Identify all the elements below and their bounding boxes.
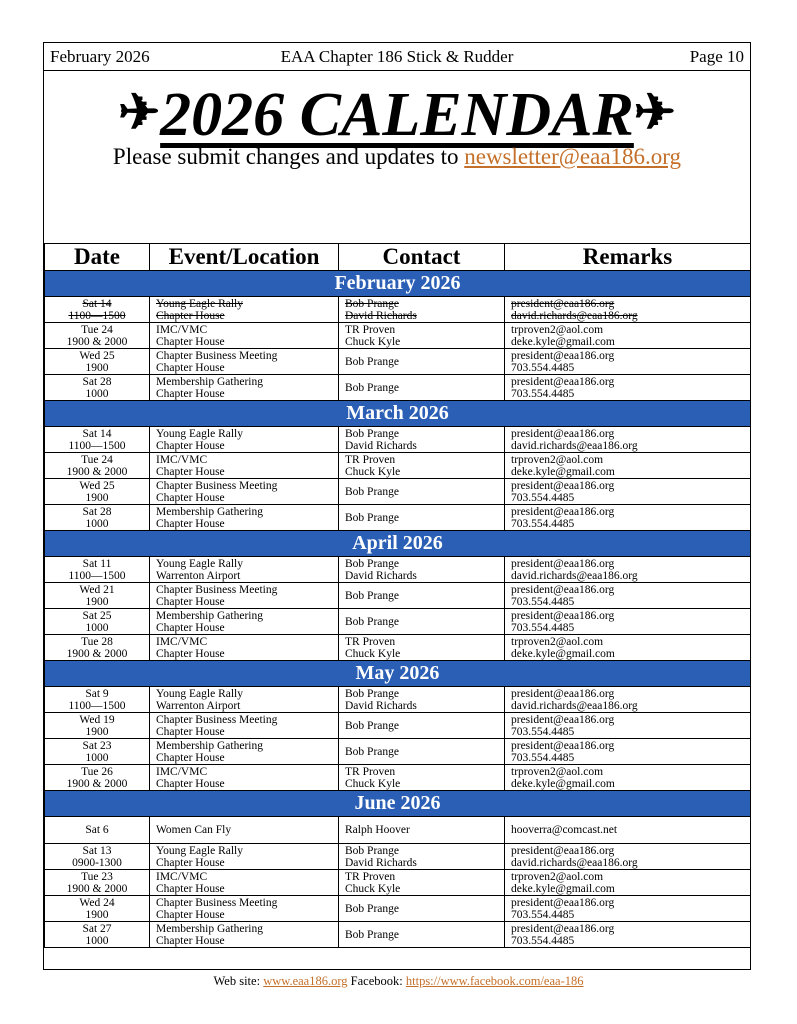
contact-cell bbox=[339, 896, 505, 922]
contact-cell-line: Bob Prange bbox=[345, 589, 399, 602]
contact-cell-line: Bob Prange bbox=[345, 719, 399, 732]
event-cell-line: Women Can Fly bbox=[156, 824, 232, 836]
remarks-cell-line: president@eaa186.org bbox=[511, 844, 615, 857]
event-cell-line: Young Eagle Rally bbox=[156, 297, 243, 310]
contact-cell-line: TR Proven bbox=[345, 453, 396, 466]
event-cell-line: Chapter House bbox=[156, 908, 225, 921]
website-link[interactable]: www.eaa186.org bbox=[263, 974, 348, 988]
remarks-cell-line: 703.554.4485 bbox=[511, 934, 575, 947]
date-cell bbox=[45, 583, 150, 609]
remarks-cell-line: 703.554.4485 bbox=[511, 387, 575, 400]
remarks-cell-line: deke.kyle@gmail.com bbox=[511, 465, 615, 478]
date-cell-line: 1900 bbox=[85, 361, 109, 374]
remarks-cell-line: deke.kyle@gmail.com bbox=[511, 882, 615, 895]
subtitle-text: Please submit changes and updates to bbox=[112, 144, 465, 169]
date-cell-line: 1900 & 2000 bbox=[66, 647, 128, 660]
contact-cell-line: Bob Prange bbox=[345, 427, 399, 440]
column-header-remarks: Remarks bbox=[505, 244, 751, 271]
event-cell bbox=[150, 583, 339, 609]
contact-cell-line: Chuck Kyle bbox=[345, 335, 401, 348]
facebook-label: Facebook: bbox=[347, 974, 406, 988]
date-cell bbox=[45, 870, 150, 896]
remarks-cell-line: david.richards@eaa186.org bbox=[511, 439, 638, 452]
event-cell-line: Warrenton Airport bbox=[156, 699, 241, 712]
remarks-cell-line: david.richards@eaa186.org bbox=[511, 309, 638, 322]
remarks-cell-line: trproven2@aol.com bbox=[511, 635, 604, 648]
newsletter-email-link[interactable]: newsletter@eaa186.org bbox=[464, 144, 682, 169]
date-cell-line: 1900 & 2000 bbox=[66, 465, 128, 478]
remarks-cell-line: david.richards@eaa186.org bbox=[511, 569, 638, 582]
remarks-cell bbox=[505, 583, 751, 609]
contact-cell bbox=[339, 323, 505, 349]
contact-cell bbox=[339, 870, 505, 896]
event-cell-line: Chapter House bbox=[156, 361, 225, 374]
contact-cell bbox=[339, 844, 505, 870]
event-cell bbox=[150, 427, 339, 453]
contact-cell bbox=[339, 479, 505, 505]
date-cell-line: Sat 23 bbox=[82, 739, 112, 752]
date-cell-line: Wed 19 bbox=[79, 713, 115, 726]
date-cell bbox=[45, 922, 150, 948]
event-row bbox=[45, 505, 751, 531]
event-cell bbox=[150, 375, 339, 401]
event-cell-line: IMC/VMC bbox=[156, 765, 208, 778]
remarks-cell-line: 703.554.4485 bbox=[511, 751, 575, 764]
event-row bbox=[45, 739, 751, 765]
date-cell-line: 1900 bbox=[85, 595, 109, 608]
date-cell-line: 1900 bbox=[85, 908, 109, 921]
contact-cell-line: Ralph Hoover bbox=[345, 824, 410, 836]
date-cell-line: Sat 14 bbox=[82, 297, 112, 310]
event-cell-line: Chapter Business Meeting bbox=[156, 479, 278, 492]
date-cell bbox=[45, 349, 150, 375]
event-cell-line: Membership Gathering bbox=[156, 609, 263, 622]
remarks-cell bbox=[505, 844, 751, 870]
date-cell bbox=[45, 479, 150, 505]
date-cell bbox=[45, 609, 150, 635]
remarks-cell-line: president@eaa186.org bbox=[511, 505, 615, 518]
newsletter-page bbox=[43, 42, 751, 970]
date-cell-line: 1900 & 2000 bbox=[66, 882, 128, 895]
event-cell-line: Chapter House bbox=[156, 751, 225, 764]
date-cell bbox=[45, 817, 150, 844]
remarks-cell-line: trproven2@aol.com bbox=[511, 765, 604, 778]
remarks-cell bbox=[505, 323, 751, 349]
event-cell-line: Membership Gathering bbox=[156, 375, 263, 388]
event-cell-line: Chapter House bbox=[156, 439, 225, 452]
month-header-row bbox=[45, 531, 751, 557]
event-row-cancelled bbox=[45, 297, 751, 323]
remarks-cell-line: 703.554.4485 bbox=[511, 491, 575, 504]
contact-cell bbox=[339, 427, 505, 453]
remarks-cell bbox=[505, 349, 751, 375]
contact-cell bbox=[339, 505, 505, 531]
remarks-cell-line: trproven2@aol.com bbox=[511, 323, 604, 336]
date-cell-line: Tue 24 bbox=[81, 453, 113, 466]
header-date: February 2026 bbox=[50, 47, 150, 66]
contact-cell bbox=[339, 453, 505, 479]
event-cell-line: Young Eagle Rally bbox=[156, 427, 243, 440]
event-row bbox=[45, 583, 751, 609]
event-cell-line: Chapter House bbox=[156, 856, 225, 869]
contact-cell-line: Chuck Kyle bbox=[345, 882, 401, 895]
airplane-icon: ✈ bbox=[633, 84, 676, 140]
month-title: May 2026 bbox=[45, 661, 751, 687]
remarks-cell-line: 703.554.4485 bbox=[511, 621, 575, 634]
contact-cell-line: TR Proven bbox=[345, 323, 396, 336]
remarks-cell bbox=[505, 479, 751, 505]
event-row bbox=[45, 765, 751, 791]
remarks-cell-line: president@eaa186.org bbox=[511, 375, 615, 388]
event-cell-line: Chapter Business Meeting bbox=[156, 583, 278, 596]
date-cell-line: 0900-1300 bbox=[72, 856, 122, 869]
event-cell bbox=[150, 896, 339, 922]
date-cell-line: Wed 25 bbox=[79, 349, 115, 362]
date-cell bbox=[45, 375, 150, 401]
contact-cell-line: Bob Prange bbox=[345, 511, 399, 524]
event-cell bbox=[150, 635, 339, 661]
remarks-cell-line: trproven2@aol.com bbox=[511, 870, 604, 883]
remarks-cell-line: 703.554.4485 bbox=[511, 595, 575, 608]
remarks-cell-line: president@eaa186.org bbox=[511, 739, 615, 752]
date-cell-line: 1900 bbox=[85, 491, 109, 504]
date-cell-line: Sat 14 bbox=[82, 427, 112, 440]
remarks-cell-line: president@eaa186.org bbox=[511, 687, 615, 700]
contact-cell-line: Bob Prange bbox=[345, 615, 399, 628]
contact-cell bbox=[339, 635, 505, 661]
date-cell bbox=[45, 297, 150, 323]
remarks-cell bbox=[505, 817, 751, 844]
facebook-link[interactable]: https://www.facebook.com/eaa-186 bbox=[405, 974, 584, 988]
remarks-cell bbox=[505, 922, 751, 948]
calendar-table bbox=[44, 243, 751, 948]
remarks-cell-line: deke.kyle@gmail.com bbox=[511, 335, 615, 348]
month-header-row bbox=[45, 271, 751, 297]
remarks-cell bbox=[505, 687, 751, 713]
date-cell bbox=[45, 557, 150, 583]
contact-cell-line: Bob Prange bbox=[345, 687, 399, 700]
column-header-contact: Contact bbox=[339, 244, 505, 271]
event-cell bbox=[150, 297, 339, 323]
remarks-cell bbox=[505, 557, 751, 583]
date-cell-line: 1000 bbox=[85, 934, 109, 947]
contact-cell-line: Bob Prange bbox=[345, 557, 399, 570]
column-header-date: Date bbox=[45, 244, 150, 271]
date-cell-line: 1900 & 2000 bbox=[66, 777, 128, 790]
event-cell-line: Warrenton Airport bbox=[156, 569, 241, 582]
remarks-cell bbox=[505, 765, 751, 791]
remarks-cell bbox=[505, 297, 751, 323]
date-cell-line: 1900 & 2000 bbox=[66, 335, 128, 348]
remarks-cell bbox=[505, 427, 751, 453]
event-cell-line: Young Eagle Rally bbox=[156, 687, 243, 700]
page-title bbox=[44, 77, 750, 150]
page-header bbox=[44, 43, 750, 71]
remarks-cell-line: president@eaa186.org bbox=[511, 297, 615, 310]
event-cell-line: Membership Gathering bbox=[156, 739, 263, 752]
remarks-cell-line: deke.kyle@gmail.com bbox=[511, 647, 615, 660]
title-text: 2026 CALENDAR bbox=[160, 81, 634, 149]
date-cell-line: 1000 bbox=[85, 387, 109, 400]
event-cell-line: Chapter House bbox=[156, 491, 225, 504]
date-cell-line: 1000 bbox=[85, 517, 109, 530]
event-cell-line: Chapter House bbox=[156, 777, 225, 790]
date-cell-line: Wed 25 bbox=[79, 479, 115, 492]
date-cell-line: Sat 28 bbox=[82, 505, 112, 518]
remarks-cell-line: trproven2@aol.com bbox=[511, 453, 604, 466]
remarks-cell-line: president@eaa186.org bbox=[511, 557, 615, 570]
event-cell-line: Chapter House bbox=[156, 725, 225, 738]
date-cell-line: 1900 bbox=[85, 725, 109, 738]
date-cell-line: 1100—1500 bbox=[68, 439, 126, 452]
contact-cell bbox=[339, 349, 505, 375]
contact-cell-line: TR Proven bbox=[345, 765, 396, 778]
event-row bbox=[45, 922, 751, 948]
contact-cell-line: Chuck Kyle bbox=[345, 647, 401, 660]
event-cell-line: Membership Gathering bbox=[156, 922, 263, 935]
remarks-cell-line: president@eaa186.org bbox=[511, 713, 615, 726]
event-row bbox=[45, 479, 751, 505]
remarks-cell-line: president@eaa186.org bbox=[511, 583, 615, 596]
table-header-row bbox=[45, 244, 751, 271]
event-row bbox=[45, 427, 751, 453]
event-cell bbox=[150, 557, 339, 583]
event-cell-line: Chapter Business Meeting bbox=[156, 896, 278, 909]
date-cell bbox=[45, 505, 150, 531]
event-row bbox=[45, 896, 751, 922]
contact-cell bbox=[339, 583, 505, 609]
date-cell bbox=[45, 323, 150, 349]
contact-cell-line: Bob Prange bbox=[345, 355, 399, 368]
contact-cell-line: David Richards bbox=[345, 439, 417, 452]
event-cell bbox=[150, 765, 339, 791]
event-row bbox=[45, 557, 751, 583]
event-cell-line: Chapter House bbox=[156, 934, 225, 947]
event-cell-line: Chapter House bbox=[156, 387, 225, 400]
remarks-cell-line: david.richards@eaa186.org bbox=[511, 699, 638, 712]
remarks-cell-line: president@eaa186.org bbox=[511, 349, 615, 362]
contact-cell bbox=[339, 817, 505, 844]
month-title: April 2026 bbox=[45, 531, 751, 557]
event-row bbox=[45, 453, 751, 479]
date-cell-line: 1000 bbox=[85, 751, 109, 764]
contact-cell-line: Bob Prange bbox=[345, 381, 399, 394]
event-cell bbox=[150, 609, 339, 635]
date-cell bbox=[45, 635, 150, 661]
date-cell bbox=[45, 687, 150, 713]
remarks-cell bbox=[505, 609, 751, 635]
remarks-cell bbox=[505, 896, 751, 922]
remarks-cell bbox=[505, 453, 751, 479]
remarks-cell-line: president@eaa186.org bbox=[511, 609, 615, 622]
event-cell bbox=[150, 713, 339, 739]
month-header-row bbox=[45, 401, 751, 427]
date-cell-line: 1100—1500 bbox=[68, 699, 126, 712]
contact-cell bbox=[339, 375, 505, 401]
month-title: June 2026 bbox=[45, 791, 751, 817]
month-header-row bbox=[45, 791, 751, 817]
event-cell-line: IMC/VMC bbox=[156, 323, 208, 336]
contact-cell-line: Bob Prange bbox=[345, 928, 399, 941]
airplane-icon: ✈ bbox=[118, 84, 161, 140]
event-row bbox=[45, 323, 751, 349]
remarks-cell bbox=[505, 870, 751, 896]
event-cell-line: Chapter Business Meeting bbox=[156, 713, 278, 726]
event-cell bbox=[150, 453, 339, 479]
month-title: February 2026 bbox=[45, 271, 751, 297]
contact-cell-line: Bob Prange bbox=[345, 485, 399, 498]
event-cell-line: Chapter House bbox=[156, 335, 225, 348]
contact-cell-line: Bob Prange bbox=[345, 902, 399, 915]
date-cell-line: Sat 6 bbox=[85, 824, 109, 836]
remarks-cell-line: 703.554.4485 bbox=[511, 908, 575, 921]
contact-cell bbox=[339, 739, 505, 765]
event-cell-line: Chapter House bbox=[156, 621, 225, 634]
date-cell-line: Wed 24 bbox=[79, 896, 115, 909]
event-cell bbox=[150, 922, 339, 948]
date-cell-line: 1100—1500 bbox=[68, 569, 126, 582]
date-cell-line: Tue 23 bbox=[81, 870, 113, 883]
date-cell bbox=[45, 453, 150, 479]
contact-cell bbox=[339, 713, 505, 739]
date-cell-line: 1000 bbox=[85, 621, 109, 634]
contact-cell bbox=[339, 687, 505, 713]
contact-cell bbox=[339, 609, 505, 635]
contact-cell bbox=[339, 557, 505, 583]
remarks-cell-line: president@eaa186.org bbox=[511, 427, 615, 440]
remarks-cell bbox=[505, 739, 751, 765]
subtitle bbox=[44, 144, 750, 170]
contact-cell-line: Chuck Kyle bbox=[345, 465, 401, 478]
contact-cell bbox=[339, 765, 505, 791]
remarks-cell-line: deke.kyle@gmail.com bbox=[511, 777, 615, 790]
event-cell-line: IMC/VMC bbox=[156, 870, 208, 883]
event-cell-line: Chapter Business Meeting bbox=[156, 349, 278, 362]
event-cell-line: Chapter House bbox=[156, 647, 225, 660]
date-cell-line: Tue 24 bbox=[81, 323, 113, 336]
date-cell-line: Sat 9 bbox=[85, 687, 109, 700]
contact-cell-line: Bob Prange bbox=[345, 844, 399, 857]
event-row bbox=[45, 713, 751, 739]
contact-cell-line: TR Proven bbox=[345, 870, 396, 883]
header-page-number: Page 10 bbox=[689, 47, 744, 66]
contact-cell-line: David Richards bbox=[345, 569, 417, 582]
remarks-cell bbox=[505, 505, 751, 531]
event-cell bbox=[150, 687, 339, 713]
date-cell-line: Wed 21 bbox=[79, 583, 115, 596]
event-cell bbox=[150, 870, 339, 896]
date-cell bbox=[45, 713, 150, 739]
contact-cell bbox=[339, 297, 505, 323]
date-cell-line: Sat 13 bbox=[82, 844, 112, 857]
date-cell bbox=[45, 896, 150, 922]
calendar-body bbox=[45, 271, 751, 948]
event-cell-line: Membership Gathering bbox=[156, 505, 263, 518]
event-cell bbox=[150, 323, 339, 349]
website-label: Web site: bbox=[213, 974, 264, 988]
date-cell-line: Tue 26 bbox=[81, 765, 113, 778]
event-row bbox=[45, 817, 751, 844]
date-cell-line: 1100—1500 bbox=[68, 309, 126, 322]
column-header-event: Event/Location bbox=[150, 244, 339, 271]
remarks-cell-line: david.richards@eaa186.org bbox=[511, 856, 638, 869]
event-cell bbox=[150, 479, 339, 505]
contact-cell-line: David Richards bbox=[345, 699, 417, 712]
contact-cell-line: Bob Prange bbox=[345, 297, 399, 310]
event-row bbox=[45, 349, 751, 375]
event-cell-line: Young Eagle Rally bbox=[156, 844, 243, 857]
date-cell bbox=[45, 739, 150, 765]
event-cell-line: Chapter House bbox=[156, 465, 225, 478]
contact-cell-line: David Richards bbox=[345, 309, 417, 322]
event-cell-line: IMC/VMC bbox=[156, 635, 208, 648]
remarks-cell-line: president@eaa186.org bbox=[511, 479, 615, 492]
date-cell-line: Sat 11 bbox=[82, 557, 112, 570]
date-cell-line: Sat 27 bbox=[82, 922, 112, 935]
contact-cell-line: TR Proven bbox=[345, 635, 396, 648]
event-cell bbox=[150, 739, 339, 765]
event-cell-line: IMC/VMC bbox=[156, 453, 208, 466]
event-cell-line: Chapter House bbox=[156, 595, 225, 608]
date-cell bbox=[45, 844, 150, 870]
event-row bbox=[45, 375, 751, 401]
event-row bbox=[45, 870, 751, 896]
remarks-cell-line: 703.554.4485 bbox=[511, 725, 575, 738]
event-cell-line: Chapter House bbox=[156, 517, 225, 530]
event-row bbox=[45, 844, 751, 870]
remarks-cell-line: president@eaa186.org bbox=[511, 922, 615, 935]
event-cell bbox=[150, 817, 339, 844]
event-cell-line: Chapter House bbox=[156, 309, 225, 322]
remarks-cell-line: hooverra@comcast.net bbox=[511, 824, 618, 836]
header-publication: EAA Chapter 186 Stick & Rudder bbox=[280, 47, 514, 66]
month-header-row bbox=[45, 661, 751, 687]
page-footer bbox=[0, 974, 797, 989]
event-cell bbox=[150, 844, 339, 870]
remarks-cell bbox=[505, 375, 751, 401]
event-row bbox=[45, 609, 751, 635]
date-cell-line: Sat 28 bbox=[82, 375, 112, 388]
event-cell bbox=[150, 505, 339, 531]
remarks-cell bbox=[505, 635, 751, 661]
event-cell-line: Young Eagle Rally bbox=[156, 557, 243, 570]
date-cell bbox=[45, 427, 150, 453]
date-cell-line: Tue 28 bbox=[81, 635, 113, 648]
date-cell-line: Sat 25 bbox=[82, 609, 112, 622]
contact-cell-line: David Richards bbox=[345, 856, 417, 869]
contact-cell bbox=[339, 922, 505, 948]
remarks-cell-line: president@eaa186.org bbox=[511, 896, 615, 909]
contact-cell-line: Chuck Kyle bbox=[345, 777, 401, 790]
event-cell bbox=[150, 349, 339, 375]
event-row bbox=[45, 687, 751, 713]
remarks-cell bbox=[505, 713, 751, 739]
date-cell bbox=[45, 765, 150, 791]
remarks-cell-line: 703.554.4485 bbox=[511, 517, 575, 530]
remarks-cell-line: 703.554.4485 bbox=[511, 361, 575, 374]
month-title: March 2026 bbox=[45, 401, 751, 427]
event-row bbox=[45, 635, 751, 661]
contact-cell-line: Bob Prange bbox=[345, 745, 399, 758]
event-cell-line: Chapter House bbox=[156, 882, 225, 895]
